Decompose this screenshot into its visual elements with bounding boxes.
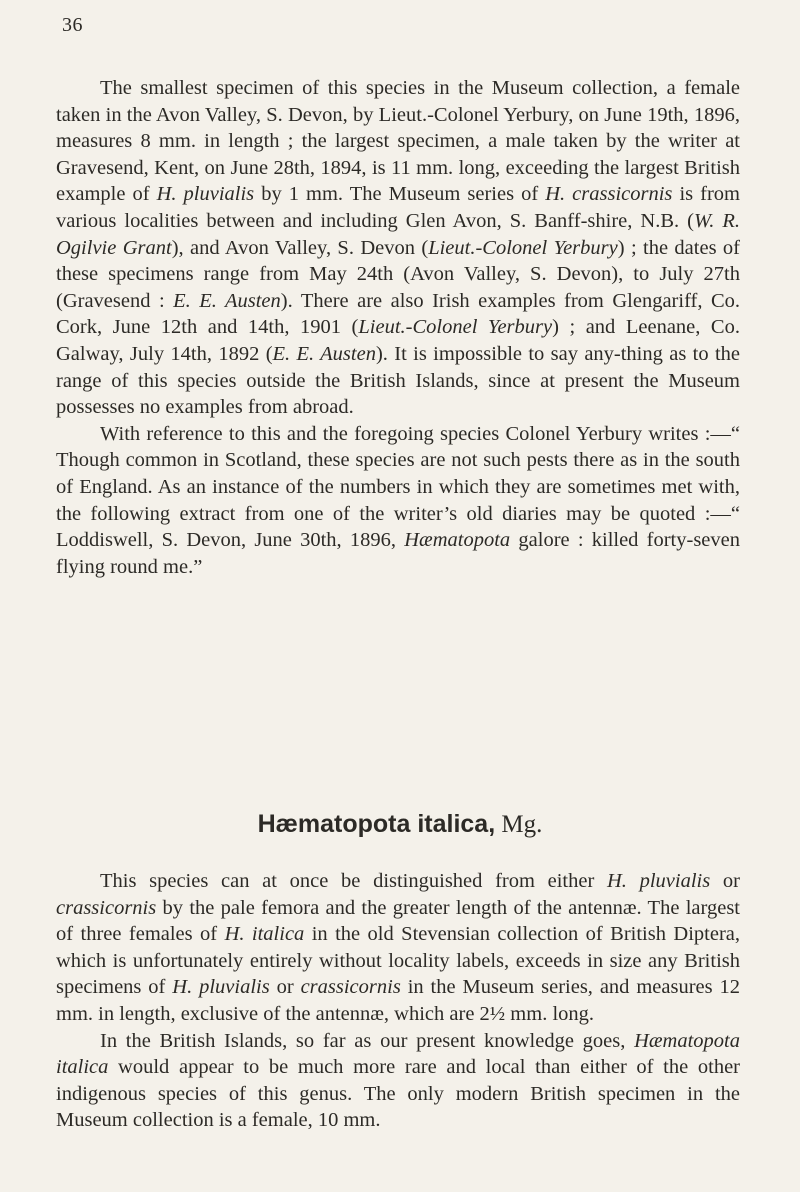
paragraph [56,1028,740,1134]
text-run: by 1 mm. The Museum series of [254,183,546,206]
text-run: ), and Avon Valley, S. Devon ( [171,236,429,259]
paragraph [56,868,740,1028]
text-run: The smallest specimen of this species in the Museum collection, a female taken in the Avon Valley, S. Devon, by Lieut.-Colonel Yerbury, on June 19th, 1896, measures 8 mm. in length ; the largest specimen, a male taken by the writer at Gravesend, Kent, on June 28th, 1894, is 11 mm. long, exceeding the largest British example of [56,77,740,206]
italic-text: Lieut.-Colonel Yerbury [358,316,553,339]
text-run: ) ; and Leenane, Co. Galway, July 14th, 1892 ( [56,316,740,365]
species-author: Mg. [501,811,543,838]
text-run: is from various localities between and including Glen Avon, S. Banff-shire, N.B. ( [56,183,740,232]
italic-text: Hæmatopota italica [56,1029,740,1079]
text-run: in the old Stevensian collection of British Diptera, which is unfortunately entirely without locality labels, exceeds in size any British specimens of [56,923,740,999]
italic-text: H. pluvialis [606,870,711,892]
text-run: in the Museum series, and measures 12 mm. in length, exclusive of the antennæ, which are 2½ mm. long. [56,976,740,1025]
species-name: Hæmatopota italica, [257,810,496,838]
paragraph [56,421,740,581]
text-run: ) ; the dates of these specimens range from May 24th (Avon Valley, S. Devon), to July 27th (Gravesend : [56,236,740,312]
text-run: or [269,976,301,999]
text-block-bottom [56,868,740,1134]
italic-text: E. E. Austen [173,289,281,312]
text-block-top [56,75,740,580]
italic-text: H. crassicornis [545,183,673,206]
italic-text: Lieut.-Colonel Yerbury [428,236,618,259]
text-run: ). It is impossible to say any-thing as to the range of this species outside the British Islands, since at present the Museum possesses no examples from abroad. [56,342,741,419]
italic-text: H. pluvialis [156,183,255,206]
paragraph [56,75,740,421]
text-run: With reference to this and the foregoing species Colonel Yerbury writes :—“ Though common in Scotland, these species are not such pests there as in the south of England. As an instance of the numbers in which they are sometimes met with, the following extract from one of the writer’s old diaries may be quoted :—“ Loddiswell, S. Devon, June 30th, 1896, [56,422,740,552]
page-number: 36 [62,14,83,36]
text-run: In the British Islands, so far as our present knowledge goes, [100,1029,635,1052]
italic-text: W. R. Ogilvie Grant [56,209,740,259]
text-run: or [710,870,740,892]
text-run: ). There are also Irish examples from Glengariff, Co. Cork, June 12th and 14th, 1901 ( [56,289,740,339]
text-run: galore : killed forty-seven flying round me.” [56,529,741,578]
italic-text: crassicornis [300,976,401,999]
italic-text: H. italica [224,923,305,946]
text-run: by the pale femora and the greater length of the antennæ. The largest of three females of [56,896,740,946]
italic-text: crassicornis [56,896,157,919]
italic-text: H. pluvialis [172,976,270,999]
text-run: would appear to be much more rare and local than either of the other indigenous species of this genus. The only modern British specimen in the Museum collection is a female, 10 mm. [56,1056,740,1132]
text-run: This species can at once be distinguished from either [100,870,607,892]
italic-text: Hæmatopota [404,529,511,552]
section-heading [0,810,800,839]
italic-text: E. E. Austen [272,342,376,365]
